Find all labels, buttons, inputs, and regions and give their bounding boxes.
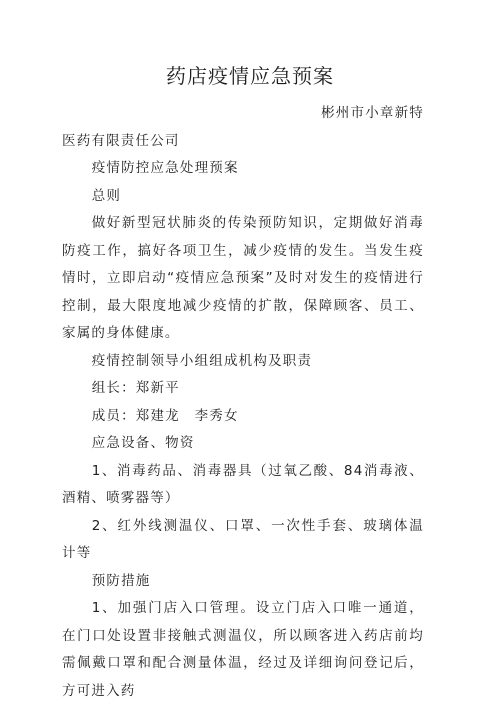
plan-subtitle: 疫情防控应急处理预案 [91, 160, 239, 176]
general-paragraph: 做好新型冠状肺炎的传染预防知识，定期做好消毒防疫工作，搞好各项卫生，减少疫情的发生。当发生疫情时，立即启动“疫情应急预案”及时对发生的疫情进行控制，最大限度地减少疫情的扩散，保障顾客、员工、家属的身体健康。 [62, 215, 424, 341]
company-name-line-1: 彬州市小章新特 [321, 105, 424, 121]
document-title: 药店疫情应急预案 [166, 64, 334, 88]
section-heading-general: 总则 [91, 187, 122, 204]
prevention-item-1: 1、加强门店入口管理。设立门店入口唯一通道，在门口处设置非接触式测温仪，所以顾客进入药店前均需佩戴口罩和配合测量体温，经过及详细询问登记后，方可进入药 [62, 600, 424, 699]
section-heading-equipment: 应急设备、物资 [91, 435, 195, 451]
section-heading-leadership: 疫情控制领导小组组成机构及职责 [91, 352, 313, 369]
equipment-item-1: 1、消毒药品、消毒器具（过氧乙酸、84消毒液、酒精、喷雾器等） [62, 462, 424, 506]
group-members: 成员：郑建龙 李秀女 [91, 407, 239, 424]
section-heading-prevention: 预防措施 [91, 572, 151, 589]
equipment-item-2: 2、红外线测温仪、口罩、一次性手套、玻璃体温计等 [62, 517, 424, 561]
group-leader: 组长：郑新平 [91, 380, 180, 396]
company-name-line-2: 医药有限责任公司 [62, 132, 180, 149]
document-body [62, 100, 424, 705]
